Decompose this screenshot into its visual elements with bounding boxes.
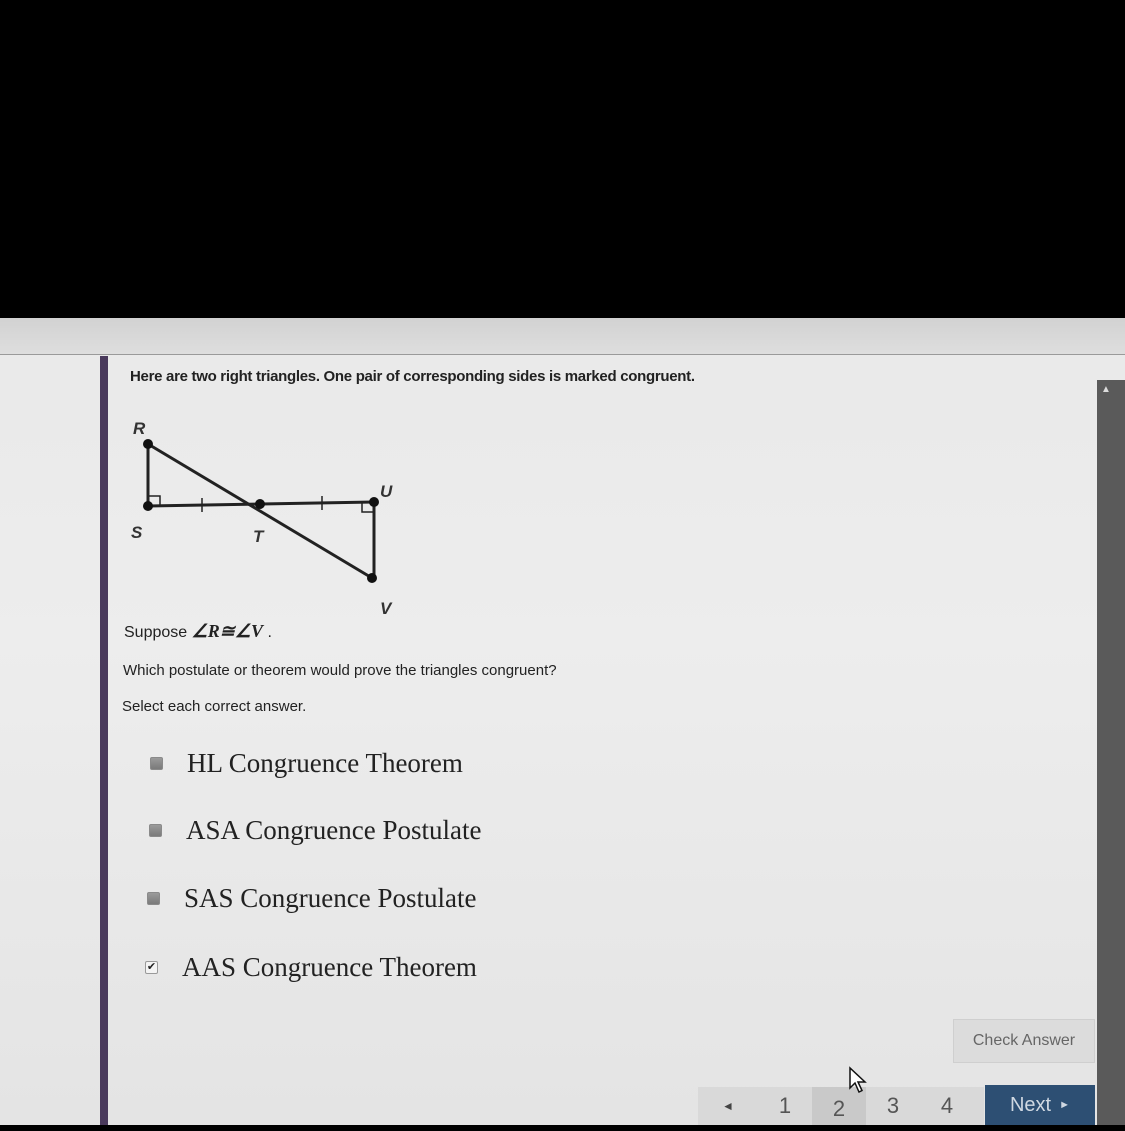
- next-arrow-icon: ►: [1059, 1099, 1070, 1111]
- quiz-screen: [0, 318, 1125, 1125]
- checkbox-icon[interactable]: [150, 757, 163, 770]
- checkbox-icon[interactable]: [147, 892, 160, 905]
- given-suffix: .: [267, 624, 272, 641]
- next-button[interactable]: [985, 1085, 1095, 1125]
- option-label: HL Congruence Theorem: [187, 748, 463, 778]
- given-statement: [124, 621, 272, 642]
- checkbox-icon[interactable]: [149, 824, 162, 837]
- vertex-label-t: T: [253, 527, 264, 546]
- vertex-label-u: U: [380, 482, 393, 501]
- option-asa[interactable]: [149, 815, 481, 846]
- option-label: SAS Congruence Postulate: [184, 883, 477, 913]
- vertex-label-s: S: [131, 523, 143, 542]
- question-text: Which postulate or theorem would prove the triangles congruent?: [123, 662, 557, 679]
- question-intro: Here are two right triangles. One pair of corresponding sides is marked congruent.: [130, 368, 695, 385]
- page-3-button[interactable]: 3: [886, 1093, 900, 1118]
- check-answer-button[interactable]: Check Answer: [953, 1019, 1095, 1063]
- option-sas[interactable]: [147, 883, 476, 914]
- option-label: ASA Congruence Postulate: [186, 815, 482, 845]
- pagination: [698, 1087, 984, 1125]
- triangle-diagram: [120, 400, 420, 618]
- vertex-label-r: R: [133, 419, 146, 438]
- page-1-button[interactable]: 1: [778, 1093, 792, 1118]
- mouse-pointer-icon: [848, 1066, 868, 1094]
- option-aas[interactable]: [145, 952, 477, 983]
- scroll-up-arrow-icon[interactable]: ▲: [1101, 384, 1111, 395]
- option-hl[interactable]: [150, 748, 463, 779]
- scrollbar[interactable]: [1097, 380, 1125, 1125]
- given-prefix: Suppose: [124, 624, 188, 641]
- next-label: Next: [1009, 1093, 1052, 1116]
- instruction-text: Select each correct answer.: [122, 698, 307, 715]
- option-label: AAS Congruence Theorem: [182, 952, 477, 982]
- vertex-label-v: V: [380, 599, 392, 618]
- given-expression: ∠R≅∠V: [191, 621, 263, 641]
- top-rule: [0, 318, 1125, 355]
- prev-page-icon[interactable]: ◄: [722, 1099, 734, 1113]
- page-4-button[interactable]: 4: [940, 1093, 954, 1118]
- question-accent-bar: [100, 356, 108, 1125]
- checkbox-checked-icon[interactable]: ✔: [146, 961, 157, 973]
- page-2-button[interactable]: 2: [812, 1087, 866, 1125]
